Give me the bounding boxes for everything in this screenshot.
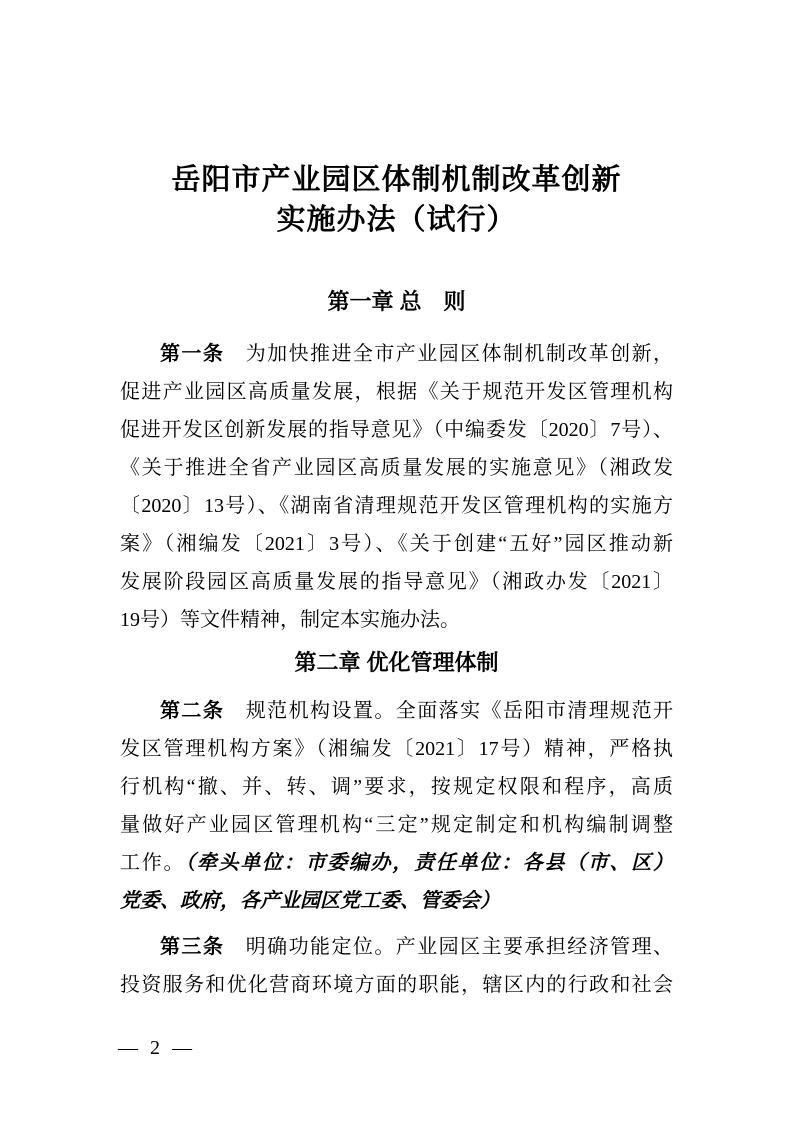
text-line	[120, 525, 673, 563]
paragraph-p1	[120, 335, 673, 639]
text-line	[120, 411, 673, 449]
text-line	[120, 373, 673, 411]
title-line-2: 实施办法（试行）	[276, 204, 517, 236]
text-segment-normal: 促进开发区创新发展的指导意见》（中编委发〔2020〕7号）、	[120, 419, 673, 441]
text-line	[120, 882, 673, 920]
text-line	[120, 487, 673, 525]
page-footer	[118, 1036, 192, 1060]
text-line	[120, 601, 673, 639]
text-line	[120, 966, 673, 1004]
text-segment-bold: 第二条	[160, 700, 225, 722]
text-segment-normal: 19号）等文件精神，制定本实施办法。	[120, 609, 460, 631]
text-segment-normal: 量做好产业园区管理机构“三定”规定制定和机构编制调整	[120, 814, 673, 836]
text-line	[120, 563, 673, 601]
text-segment-normal: 明确功能定位。产业园区主要承担经济管理、	[224, 936, 674, 958]
chapter-heading: 第一章 总 则	[327, 289, 466, 314]
text-line	[120, 806, 673, 844]
text-line	[120, 768, 673, 806]
text-line	[120, 928, 673, 966]
text-segment-normal: 发展阶段园区高质量发展的指导意见》（湘政办发〔2021〕	[120, 571, 673, 593]
text-segment-kaiti-bold: （牵头单位：市委编办，责任单位：各县（市、区）	[185, 852, 674, 874]
paragraph-p2	[120, 692, 673, 920]
footer-dash-right: —	[172, 1037, 192, 1059]
footer-dash-left: —	[118, 1037, 138, 1059]
text-segment-normal: 工作。	[120, 852, 186, 874]
chapter-heading: 第二章 优化管理体制	[294, 650, 499, 675]
title-line-1: 岳阳市产业园区体制机制改革创新	[171, 164, 622, 196]
text-segment-kaiti-bold: 党委、政府，各产业园区党工委、管委会）	[120, 890, 500, 912]
paragraph-p3	[120, 928, 673, 1004]
text-segment-normal: 〔2020〕13号）、《湖南省清理规范开发区管理机构的实施方	[120, 495, 673, 517]
text-segment-normal: 案》（湘编发〔2021〕3号）、《关于创建“五好”园区推动新	[120, 533, 673, 555]
document-body	[0, 286, 793, 1004]
text-segment-normal: 规范机构设置。全面落实《岳阳市清理规范开	[224, 700, 674, 722]
text-line	[120, 449, 673, 487]
text-segment-normal: 行机构“撤、并、转、调”要求，按规定权限和程序，高质	[120, 776, 673, 798]
text-segment-normal: 为加快推进全市产业园区体制机制改革创新，	[224, 343, 674, 365]
page-number: 2	[150, 1037, 160, 1059]
text-segment-normal: 促进产业园区高质量发展，根据《关于规范开发区管理机构	[120, 381, 673, 403]
text-segment-normal: 发区管理机构方案》（湘编发〔2021〕17号）精神，严格执	[120, 738, 673, 760]
text-segment-bold: 第一条	[160, 343, 225, 365]
text-segment-normal: 《关于推进全省产业园区高质量发展的实施意见》（湘政发	[120, 457, 673, 479]
text-line	[120, 844, 673, 882]
text-line	[120, 730, 673, 768]
text-line	[120, 335, 673, 373]
text-line	[120, 692, 673, 730]
text-segment-bold: 第三条	[160, 936, 225, 958]
text-segment-normal: 投资服务和优化营商环境方面的职能，辖区内的行政和社会	[120, 974, 673, 996]
document-title	[0, 0, 793, 240]
